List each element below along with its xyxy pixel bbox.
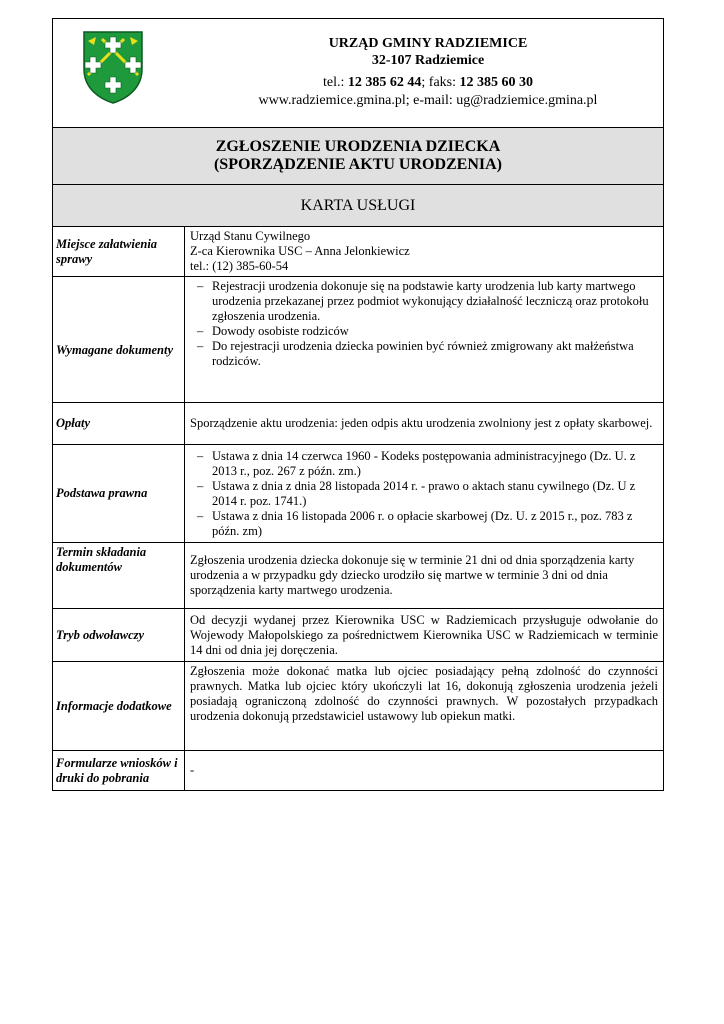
- title-line-1: ZGŁOSZENIE URODZENIA DZIECKA: [215, 138, 501, 155]
- label-miejsce: Miejsce załatwienia sprawy: [53, 227, 185, 277]
- value-termin: Zgłoszenia urodzenia dziecka dokonuje się w terminie 21 dni od dnia sporządzenia karty urodzenia a w przypadku gdy dziecko urodziło się martwe w terminie 3 dni od dnia sporządzenia karty martwego urodzenia.: [185, 543, 664, 609]
- list-item: – Ustawa z dnia 16 listopada 2006 r. o opłacie skarbowej (Dz. U. z 2015 r., poz. 783 z późn. zm): [190, 509, 658, 539]
- label-podstawa: Podstawa prawna: [53, 445, 185, 543]
- value-oplaty: Sporządzenie aktu urodzenia: jeden odpis aktu urodzenia zwolniony jest z opłaty skarbowej.: [185, 403, 664, 445]
- value-tryb: Od decyzji wydanej przez Kierownika USC w Radziemicach przysługuje odwołanie do Wojewody Małopolskiego za pośrednictwem Kierownika USC w Radziemicach w terminie 14 dni od dnia jej doręczenia.: [185, 609, 664, 662]
- list-item: – Rejestracji urodzenia dokonuje się na podstawie karty urodzenia lub karty martwego urodzenia przekazanej przez podmiot wykonujący działalność leczniczą oraz protokołu zgłoszenia urodzenia.: [190, 279, 658, 324]
- service-card: [52, 18, 663, 791]
- list-item: – Do rejestracji urodzenia dziecka powinien być również zmigrowany akt małżeństwa rodziców.: [190, 339, 658, 369]
- document-title: [53, 128, 664, 185]
- fax-label: ; faks:: [421, 75, 460, 90]
- row-tryb: [53, 609, 664, 662]
- service-table: [52, 18, 664, 791]
- office-phones: [203, 73, 653, 92]
- list-item: – Ustawa z dnia z dnia 28 listopada 2014 r. - prawo o aktach stanu cywilnego (Dz. U z 2014 r. poz. 1741.): [190, 479, 658, 509]
- coat-of-arms-icon: [80, 29, 146, 105]
- row-formularze: [53, 751, 664, 791]
- label-tryb: Tryb odwoławczy: [53, 609, 185, 662]
- tel-number: 12 385 62 44: [347, 75, 422, 90]
- row-podstawa: [53, 445, 664, 543]
- miejsce-line: Urząd Stanu Cywilnego: [190, 229, 311, 243]
- miejsce-line: tel.: (12) 385-60-54: [190, 259, 289, 273]
- label-oplaty: Opłaty: [53, 403, 185, 445]
- title-line-2: (SPORZĄDZENIE AKTU URODZENIA): [213, 156, 503, 173]
- value-miejsce: [185, 227, 664, 277]
- office-postal: 32-107 Radziemice: [371, 53, 485, 68]
- miejsce-line: Z-ca Kierownika USC – Anna Jelonkiewicz: [190, 244, 410, 258]
- office-web-email: www.radziemice.gmina.pl; e-mail: ug@radziemice.gmina.pl: [258, 93, 598, 108]
- label-termin: Termin składania dokumentów: [53, 543, 185, 609]
- row-miejsce: [53, 227, 664, 277]
- row-wymagane: [53, 277, 664, 403]
- section-header: KARTA USŁUGI: [53, 185, 664, 227]
- header-row: [53, 19, 664, 128]
- value-informacje: Zgłoszenia może dokonać matka lub ojciec posiadający pełną zdolność do czynności prawnych. Matka lub ojciec który ukończyli lat 16, dokonują zgłoszenia urodzenia jeżeli posiadają ograniczoną zdolność do czynności prawnych. W pozostałych przypadkach urodzenia dokonują przedstawiciel ustawowy lub opiekun matki.: [185, 662, 664, 751]
- list-item: – Dowody osobiste rodziców: [190, 324, 658, 339]
- row-termin: [53, 543, 664, 609]
- value-formularze: -: [185, 751, 664, 791]
- fax-number: 12 385 60 30: [459, 75, 533, 90]
- label-formularze: Formularze wniosków i druki do pobrania: [53, 751, 185, 791]
- podstawa-list: [190, 449, 658, 539]
- tel-label: tel.:: [323, 75, 348, 90]
- title-row: [53, 128, 664, 185]
- office-header: [53, 19, 664, 128]
- wymagane-list: [190, 279, 658, 369]
- list-item: – Ustawa z dnia 14 czerwca 1960 - Kodeks postępowania administracyjnego (Dz. U. z 2013 r., poz. 267 z późn. zm.): [190, 449, 658, 479]
- office-info: [203, 35, 653, 110]
- label-informacje: Informacje dodatkowe: [53, 662, 185, 751]
- karta-row: [53, 185, 664, 227]
- row-informacje: [53, 662, 664, 751]
- value-podstawa: [185, 445, 664, 543]
- value-wymagane: [185, 277, 664, 403]
- office-name: URZĄD GMINY RADZIEMICE: [328, 36, 528, 51]
- row-oplaty: [53, 403, 664, 445]
- label-wymagane: Wymagane dokumenty: [53, 277, 185, 403]
